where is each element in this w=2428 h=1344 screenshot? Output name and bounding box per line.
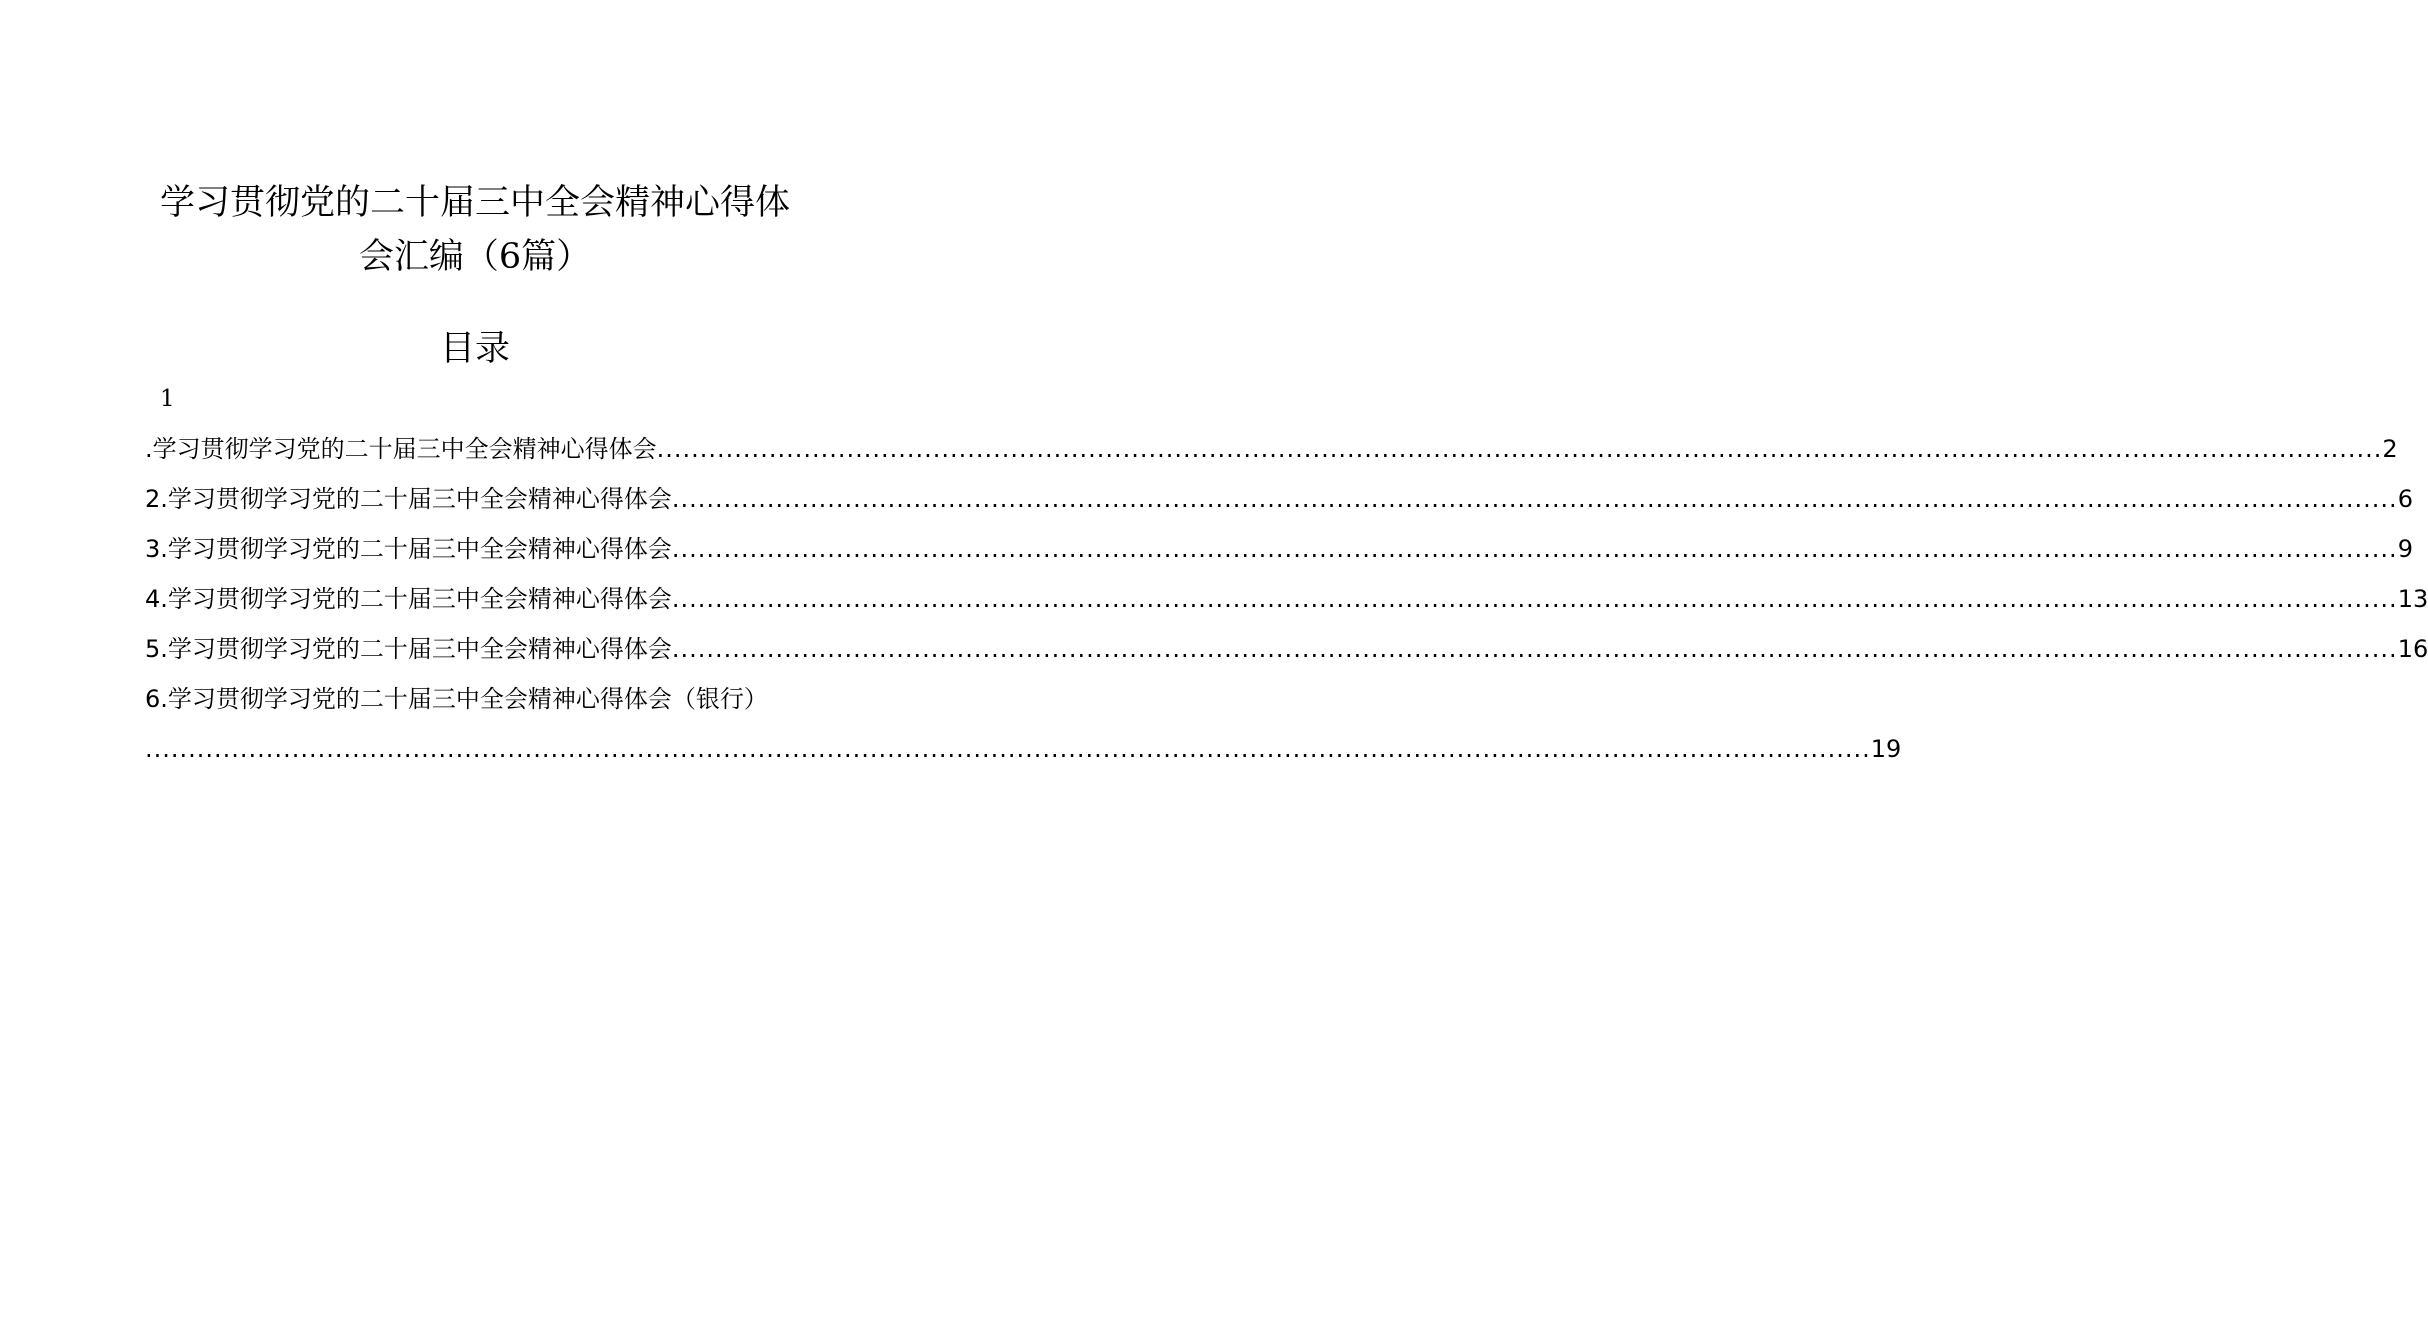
document-title <box>130 176 820 284</box>
toc-page-number: 2 <box>2382 435 2398 463</box>
toc-entry-6-continued[interactable] <box>145 724 1902 774</box>
toc-heading: 目录 <box>439 329 510 369</box>
toc-entry-label: 3.学习贯彻学习党的二十届三中全会精神心得体会 <box>145 535 672 563</box>
toc-page-number: 16 <box>2397 635 2428 663</box>
toc-entry-label: .学习贯彻学习党的二十届三中全会精神心得体会 <box>145 435 657 463</box>
toc-entry-label: 5.学习贯彻学习党的二十届三中全会精神心得体会 <box>145 635 672 663</box>
stray-number: 1 <box>160 386 175 412</box>
toc-entry-label: 2.学习贯彻学习党的二十届三中全会精神心得体会 <box>145 485 672 513</box>
title-line-2 <box>130 230 820 284</box>
toc-page-number: 19 <box>1870 735 1902 763</box>
dot-leader: ........................................................................................................................................................................................................ <box>671 585 2398 613</box>
toc-entry-4[interactable] <box>145 574 2428 624</box>
dot-leader: ........................................................................................................................................................................................................ <box>145 735 1871 763</box>
toc-page-number: 6 <box>2397 485 2413 513</box>
dot-leader: ........................................................................................................................................................................................................ <box>671 635 2398 663</box>
toc-entry-label: 4.学习贯彻学习党的二十届三中全会精神心得体会 <box>145 585 672 613</box>
dot-leader: ........................................................................................................................................................................................................ <box>671 485 2398 513</box>
toc-entry-3[interactable] <box>145 524 2413 574</box>
toc-entry-2[interactable] <box>145 474 2413 524</box>
title-line-2-end: 篇） <box>521 237 592 277</box>
toc-entry-1[interactable] <box>145 424 2398 474</box>
title-line-2-start: 会汇编（ <box>358 237 499 277</box>
toc-entry-6[interactable] <box>145 674 806 724</box>
title-line-1: 学习贯彻党的二十届三中全会精神心得体 <box>159 183 790 223</box>
table-of-contents <box>145 424 2428 774</box>
toc-page-number: 13 <box>2397 585 2428 613</box>
toc-entry-label: 6.学习贯彻学习党的二十届三中全会精神心得体会（银行） <box>145 685 768 713</box>
title-count: 6 <box>498 237 522 277</box>
dot-leader: ........................................................................................................................................................................................................ <box>671 535 2398 563</box>
toc-page-number: 9 <box>2397 535 2413 563</box>
dot-leader: ........................................................................................................................................................................................................ <box>656 435 2383 463</box>
toc-entry-5[interactable] <box>145 624 2428 674</box>
